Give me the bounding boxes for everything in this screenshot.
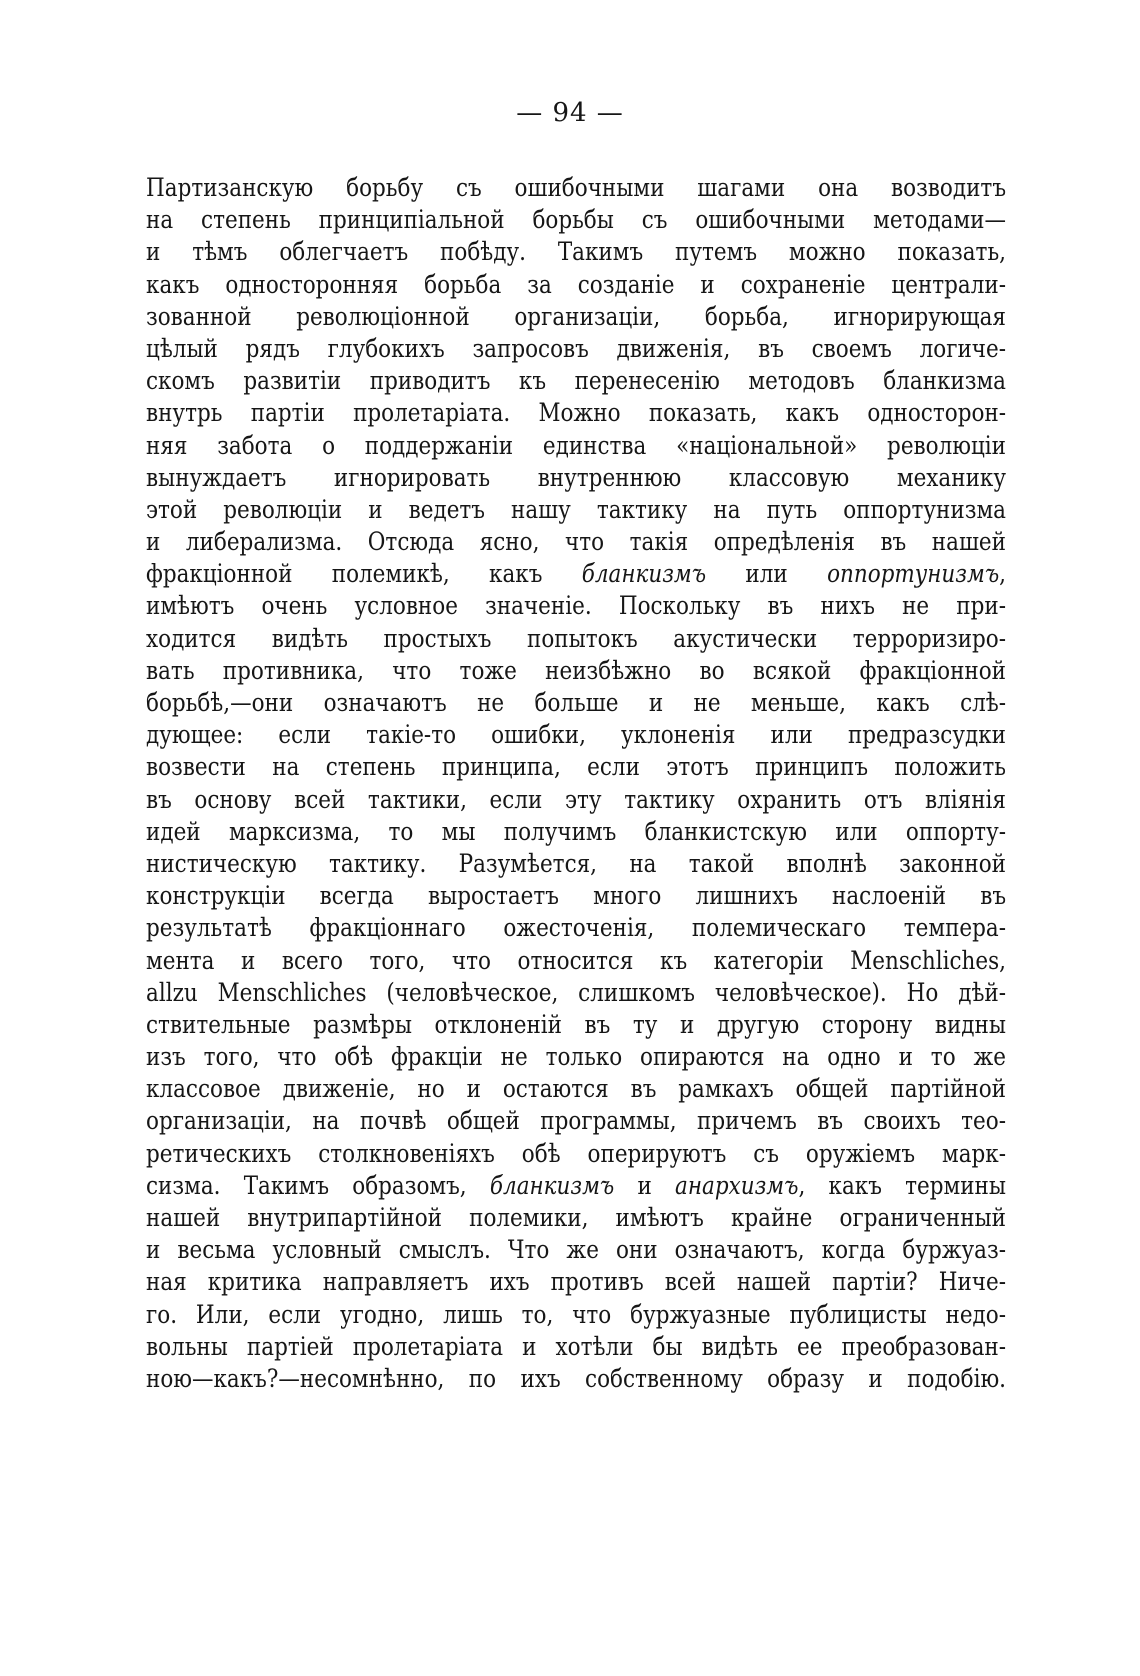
text-line: [146, 397, 1006, 429]
italic-term: оппортунизмъ: [827, 559, 1000, 589]
text-line: [146, 880, 1006, 912]
text-line: [146, 204, 1006, 236]
text-segment: и весьма условный смыслъ. Что же они означаютъ, когда буржуаз-: [146, 1235, 1006, 1265]
text-line: [146, 172, 1006, 204]
text-segment: организаціи, на почвѣ общей программы, причемъ въ своихъ тео-: [146, 1106, 1006, 1136]
text-line: [146, 1331, 1006, 1363]
text-line: [146, 558, 1006, 590]
text-segment: дующее: если такіе-то ошибки, уклоненія или предразсудки: [146, 720, 1006, 750]
text-segment: или: [706, 559, 828, 589]
text-segment: изъ того, что обѣ фракціи не только опираются на одно и то же: [146, 1042, 1006, 1072]
text-segment: имѣютъ очень условное значеніе. Поскольку въ нихъ не при-: [146, 591, 1006, 621]
text-segment: вынуждаетъ игнорировать внутреннюю классовую механику: [146, 462, 1006, 492]
text-segment: allzu Menschliches (человѣческое, слишкомъ человѣческое). Но дѣй-: [146, 977, 1006, 1007]
text-segment: скомъ развитіи приводитъ къ перенесенію методовъ бланкизма: [146, 366, 1006, 396]
text-line: [146, 945, 1006, 977]
text-line: [146, 526, 1006, 558]
text-segment: и либерализма. Отсюда ясно, что такія опредѣленія въ нашей: [146, 527, 1006, 557]
text-segment: какъ односторонняя борьба за созданіе и сохраненіе централи-: [146, 269, 1006, 299]
text-segment: и: [614, 1170, 676, 1200]
text-segment: возвести на степень принципа, если этотъ принципъ положить: [146, 752, 1006, 782]
body-text: [146, 172, 1006, 1395]
text-segment: внутрь партіи пролетаріата. Можно показать, какъ односторон-: [146, 398, 1006, 428]
text-line: [146, 623, 1006, 655]
text-line: [146, 655, 1006, 687]
text-line: [146, 912, 1006, 944]
text-line: [146, 687, 1006, 719]
text-segment: борьбѣ,—они означаютъ не больше и не меньше, какъ слѣ-: [146, 688, 1006, 717]
text-segment: мента и всего того, что относится къ категоріи Menschliches,: [146, 945, 1006, 975]
text-segment: ною—какъ?—несомнѣнно, по ихъ собственному образу и подобію.: [146, 1363, 1006, 1393]
text-line: [146, 333, 1006, 365]
text-line: [146, 590, 1006, 622]
text-line: [146, 1234, 1006, 1266]
text-segment: классовое движеніе, но и остаются въ рамкахъ общей партійной: [146, 1074, 1006, 1104]
text-segment: го. Или, если угодно, лишь то, что буржуазные публицисты недо-: [146, 1299, 1006, 1329]
text-line: [146, 430, 1006, 462]
italic-term: бланкизмъ: [581, 559, 707, 589]
italic-term: бланкизмъ: [489, 1170, 615, 1200]
text-segment: зованной революціонной организаціи, борьба, игнорирующая: [146, 301, 1006, 331]
text-segment: ,: [999, 559, 1006, 589]
text-line: [146, 1202, 1006, 1234]
text-segment: ная критика направляетъ ихъ противъ всей нашей партіи? Ниче-: [146, 1267, 1006, 1297]
text-segment: ходится видѣть простыхъ попытокъ акустически терроризиро-: [146, 623, 1006, 653]
text-segment: цѣлый рядъ глубокихъ запросовъ движенія, въ своемъ логиче-: [146, 333, 1006, 363]
text-line: [146, 784, 1006, 816]
text-line: [146, 848, 1006, 880]
text-line: [146, 816, 1006, 848]
text-line: [146, 751, 1006, 783]
text-line: [146, 719, 1006, 751]
text-segment: въ основу всей тактики, если эту тактику охранить отъ вліянія: [146, 784, 1006, 814]
text-line: [146, 269, 1006, 301]
text-segment: фракціонной полемикѣ, какъ: [146, 559, 582, 589]
text-segment: вольны партіей пролетаріата и хотѣли бы видѣть ее преобразован-: [146, 1331, 1006, 1361]
text-line: [146, 462, 1006, 494]
text-line: [146, 365, 1006, 397]
text-line: [146, 977, 1006, 1009]
page-number: — 94 —: [516, 98, 624, 128]
text-segment: ретическихъ столкновеніяхъ обѣ оперируютъ съ оружіемъ марк-: [146, 1138, 1006, 1168]
italic-term: анархизмъ: [675, 1170, 799, 1200]
text-segment: на степень принципіальной борьбы съ ошибочными методами—: [146, 205, 1006, 235]
text-segment: сизма. Такимъ образомъ,: [146, 1170, 490, 1200]
text-segment: нистическую тактику. Разумѣется, на такой вполнѣ законной: [146, 848, 1006, 878]
text-line: [146, 301, 1006, 333]
text-segment: этой революціи и ведетъ нашу тактику на путь оппортунизма: [146, 494, 1006, 524]
text-line: [146, 1299, 1006, 1331]
text-line: [146, 1266, 1006, 1298]
text-segment: нашей внутрипартійной полемики, имѣютъ крайне ограниченный: [146, 1203, 1006, 1232]
text-line: [146, 494, 1006, 526]
text-segment: идей марксизма, то мы получимъ бланкистскую или оппорту-: [146, 816, 1006, 846]
text-segment: конструкціи всегда выростаетъ много лишнихъ наслоеній въ: [146, 881, 1006, 911]
text-line: [146, 1041, 1006, 1073]
text-line: [146, 1073, 1006, 1105]
text-segment: Партизанскую борьбу съ ошибочными шагами она возводитъ: [146, 173, 1006, 202]
text-segment: няя забота о поддержаніи единства «національной» революціи: [146, 430, 1006, 460]
text-line: [146, 1009, 1006, 1041]
text-segment: и тѣмъ облегчаетъ побѣду. Такимъ путемъ можно показать,: [146, 237, 1006, 267]
text-line: [146, 1105, 1006, 1137]
text-segment: вать противника, что тоже неизбѣжно во всякой фракціонной: [146, 655, 1006, 685]
text-line: [146, 1363, 1006, 1395]
text-segment: ствительные размѣры отклоненій въ ту и другую сторону видны: [146, 1009, 1006, 1039]
text-line: [146, 1138, 1006, 1170]
text-segment: , какъ термины: [798, 1170, 1006, 1200]
text-segment: результатѣ фракціоннаго ожесточенія, полемическаго темпера-: [146, 913, 1006, 943]
text-line: [146, 236, 1006, 268]
text-line: [146, 1170, 1006, 1202]
